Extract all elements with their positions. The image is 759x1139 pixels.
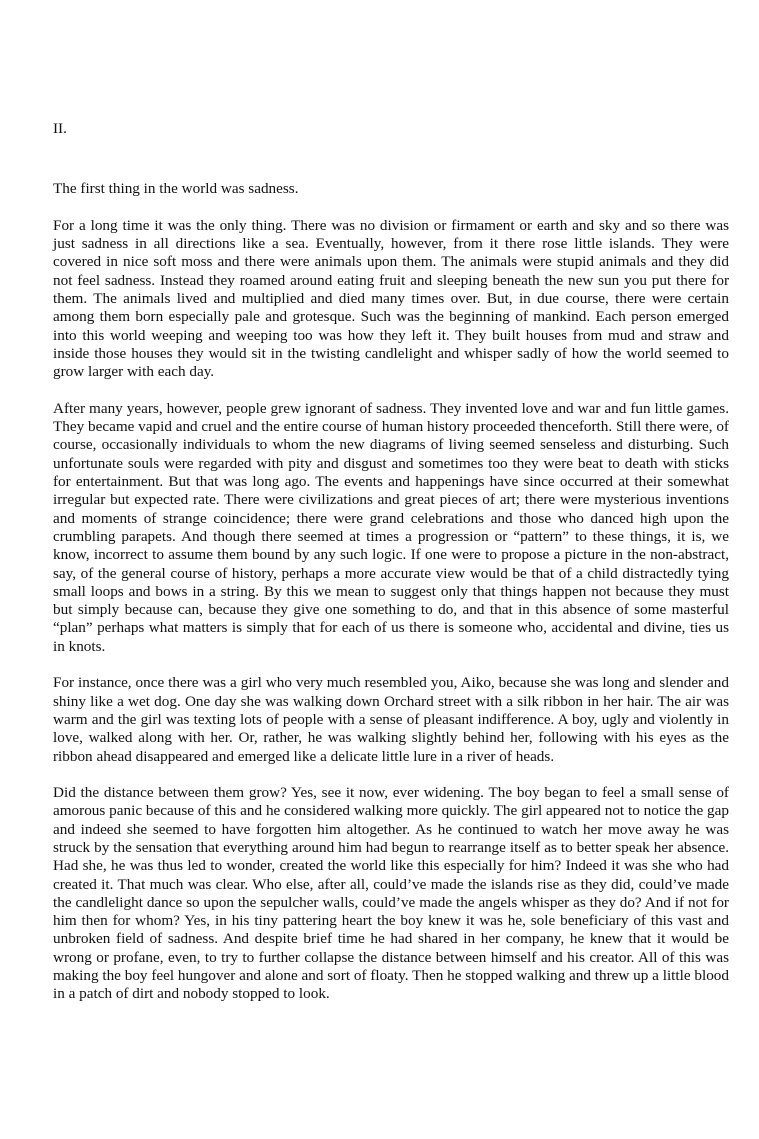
paragraph-girl: For instance, once there was a girl who very much resembled you, Aiko, because she was long and slender and shiny like a wet dog. One day she was walking down Orchard street with a silk ribbon in her hair. The air was warm and the girl was texting lots of people with a sense of pleasant indifference. A boy, ugly and violently in love, walked along with her. Or, rather, he was walking slightly behind her, following with his eyes as the ribbon ahead disappeared and emerged like a delicate little lure in a river of heads. <box>53 674 729 765</box>
document-page <box>53 120 729 1022</box>
paragraph-history: After many years, however, people grew ignorant of sadness. They invented love and war and fun little games. They became vapid and cruel and the entire course of human history proceeded thenceforth. Still there were, of course, occasionally individuals to whom the new diagrams of living seemed senseless and disturbing. Such unfortunate souls were regarded with pity and disgust and sometimes too they were beat to death with sticks for entertainment. But that was long ago. The events and happenings have since occurred at their somewhat irregular but expected rate. There were civilizations and great pieces of art; there were mysterious inventions and moments of strange coincidence; there were grand celebrations and those who danced high upon the crumbling parapets. And though there seemed at times a progression or “pattern” to these things, it is, we know, incorrect to assume them bound by any such logic. If one were to propose a picture in the non-abstract, say, of the general course of history, perhaps a more accurate view would be that of a child distractedly tying small loops and bows in a string. By this we mean to suggest only that things happen not because they must but simply because can, because they give one something to do, and that in this absence of some masterful “plan” perhaps what matters is simply that for each of us there is someone who, accidental and divine, ties us in knots. <box>53 399 729 655</box>
section-heading: II. <box>53 120 67 137</box>
paragraph-distance: Did the distance between them grow? Yes, see it now, ever widening. The boy began to feel a small sense of amorous panic because of this and he considered walking more quickly. The girl appeared not to notice the gap and indeed she seemed to have forgotten him altogether. As he continued to watch her move away he was struck by the sensation that everything around him had begun to rearrange itself as to better speak her absence. Had she, he was thus led to wonder, created the world like this especially for him? Indeed it was she who had created it. That much was clear. Who else, after all, could’ve made the islands rise as they did, could’ve made the candlelight dance so upon the sepulcher walls, could’ve made the angels whisper as they do? And if not for him then for whom? Yes, in his tiny pattering heart the boy knew it was he, sole beneficiary of this vast and unbroken field of sadness. And despite brief time he had shared in her company, he knew that it would be wrong or profane, even, to try to further collapse the distance between himself and his creator. All of this was making the boy feel hungover and alone and sort of floaty. Then he stopped walking and threw up a little blood in a patch of dirt and nobody stopped to look. <box>53 784 729 1003</box>
paragraph-opening-line: The first thing in the world was sadness. <box>53 180 299 198</box>
paragraph-islands: For a long time it was the only thing. There was no division or firmament or earth and sky and so there was just sadness in all directions like a sea. Eventually, however, from it there rose little islands. They were covered in nice soft moss and there were animals upon them. The animals were stupid animals and they did not feel sadness. Instead they roamed around eating fruit and sleeping beneath the new sun you put there for them. The animals lived and multiplied and died many times over. But, in due course, there were certain among them born especially pale and grotesque. Such was the beginning of mankind. Each person emerged into this world weeping and weeping too was how they left it. They built houses from mud and straw and inside those houses they would sit in the twisting candlelight and whisper sadly of how the world seemed to grow larger with each day. <box>53 216 729 381</box>
